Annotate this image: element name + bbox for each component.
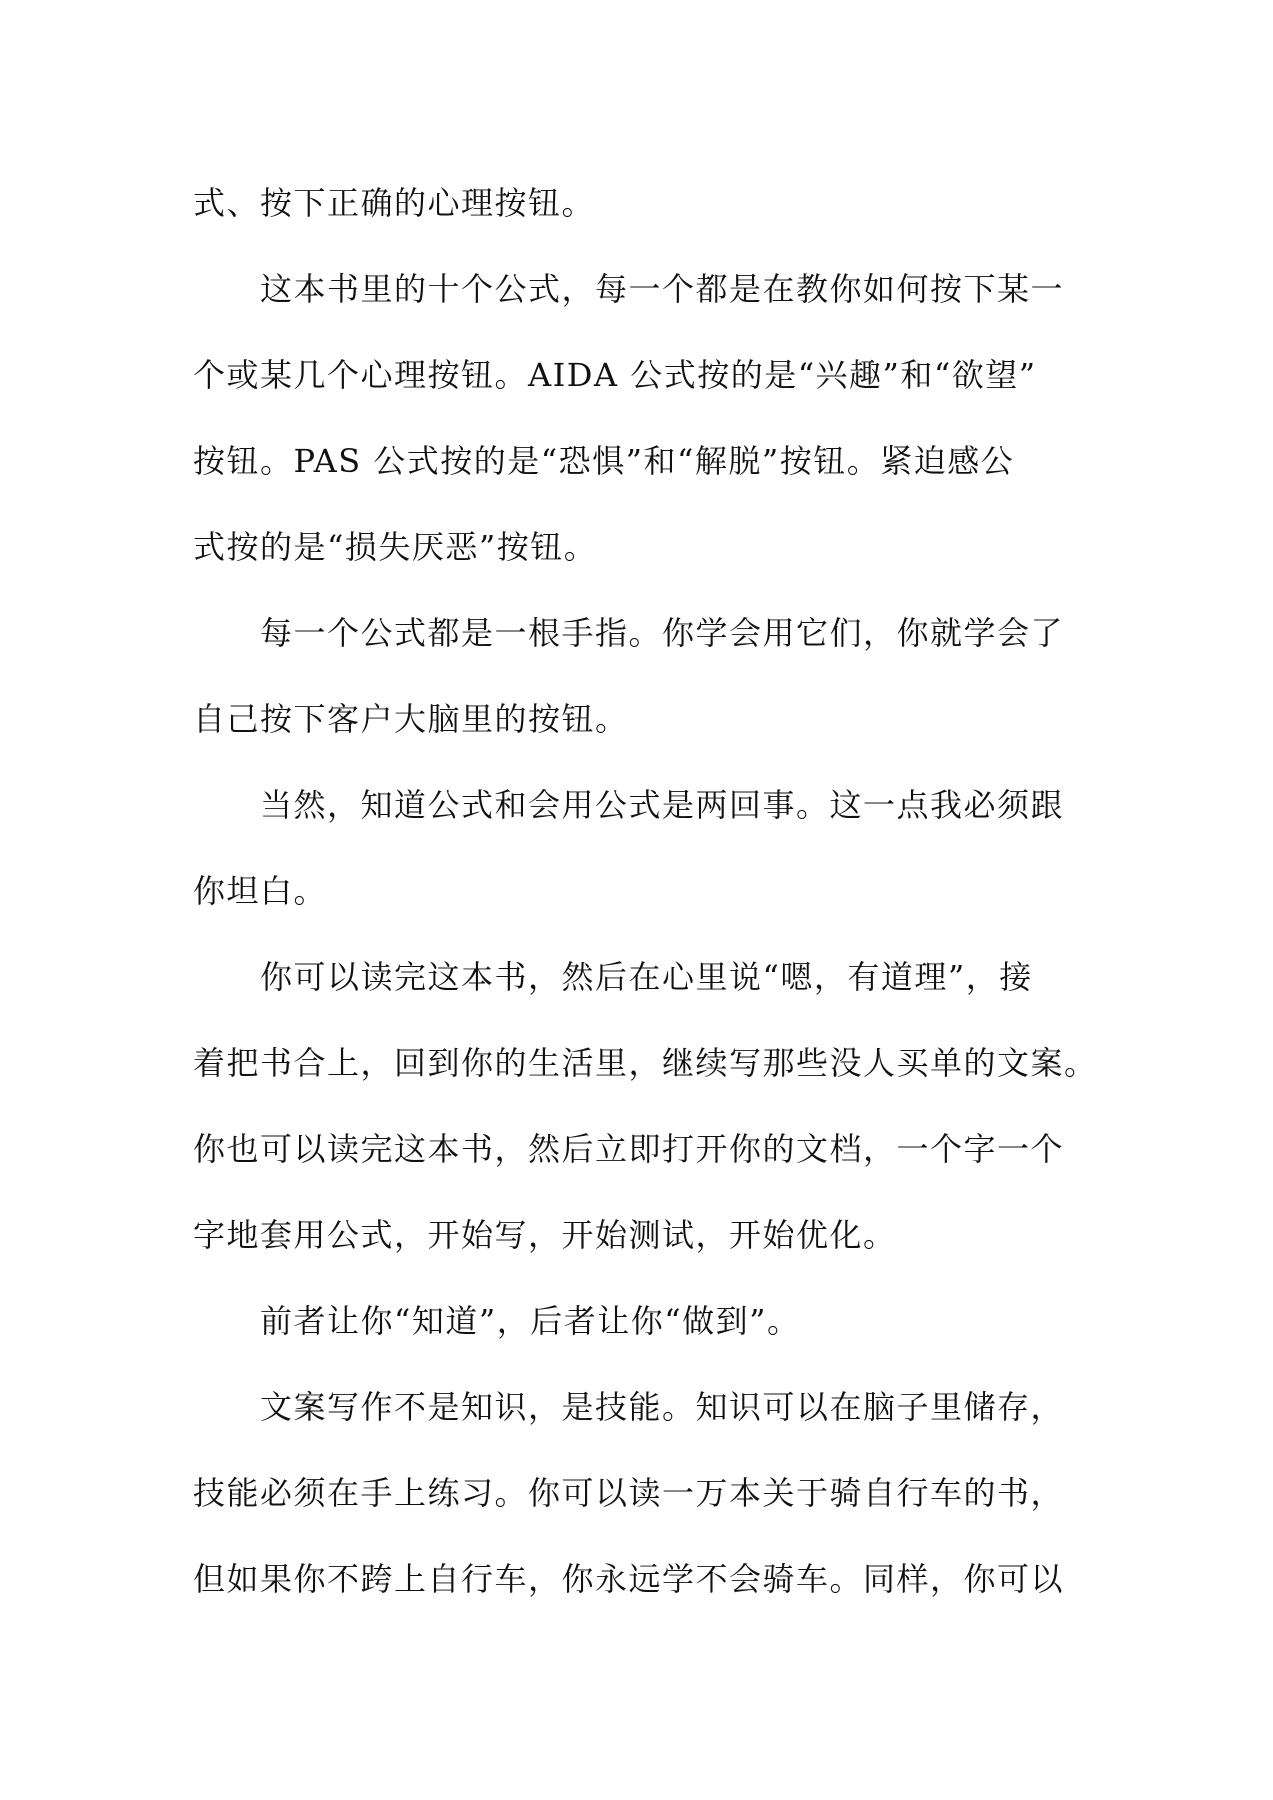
text-line: 当然，知道公式和会用公式是两回事。这一点我必须跟 [193, 786, 1065, 824]
text-line: 字地套用公式，开始写，开始测试，开始优化。 [193, 1216, 897, 1254]
text-line: 每一个公式都是一根手指。你学会用它们，你就学会了 [193, 614, 1065, 652]
text-line: 前者让你“知道”，后者让你“做到”。 [193, 1302, 801, 1340]
text-line: 你坦白。 [193, 872, 328, 910]
text-line: 式按的是“损失厌恶”按钮。 [193, 528, 598, 566]
text-line: 这本书里的十个公式，每一个都是在教你如何按下某一 [193, 270, 1065, 308]
text-line: 文案写作不是知识，是技能。知识可以在脑子里储存， [193, 1388, 1065, 1426]
text-line: 个或某几个心理按钮。AIDA 公式按的是“兴趣”和“欲望” [193, 356, 1037, 394]
text-line: 按钮。PAS 公式按的是“恐惧”和“解脱”按钮。紧迫感公 [193, 442, 1015, 480]
text-line: 技能必须在手上练习。你可以读一万本关于骑自行车的书， [193, 1474, 1065, 1512]
text-line: 着把书合上，回到你的生活里，继续写那些没人买单的文案。 [193, 1044, 1098, 1082]
text-line: 你可以读完这本书，然后在心里说“嗯，有道理”，接 [193, 958, 1033, 996]
body-text [193, 160, 1098, 1622]
text-line: 自己按下客户大脑里的按钮。 [193, 700, 629, 738]
text-line: 但如果你不跨上自行车，你永远学不会骑车。同样，你可以 [193, 1560, 1065, 1598]
text-line: 式、按下正确的心理按钮。 [193, 184, 596, 222]
text-line: 你也可以读完这本书，然后立即打开你的文档，一个字一个 [193, 1130, 1065, 1168]
